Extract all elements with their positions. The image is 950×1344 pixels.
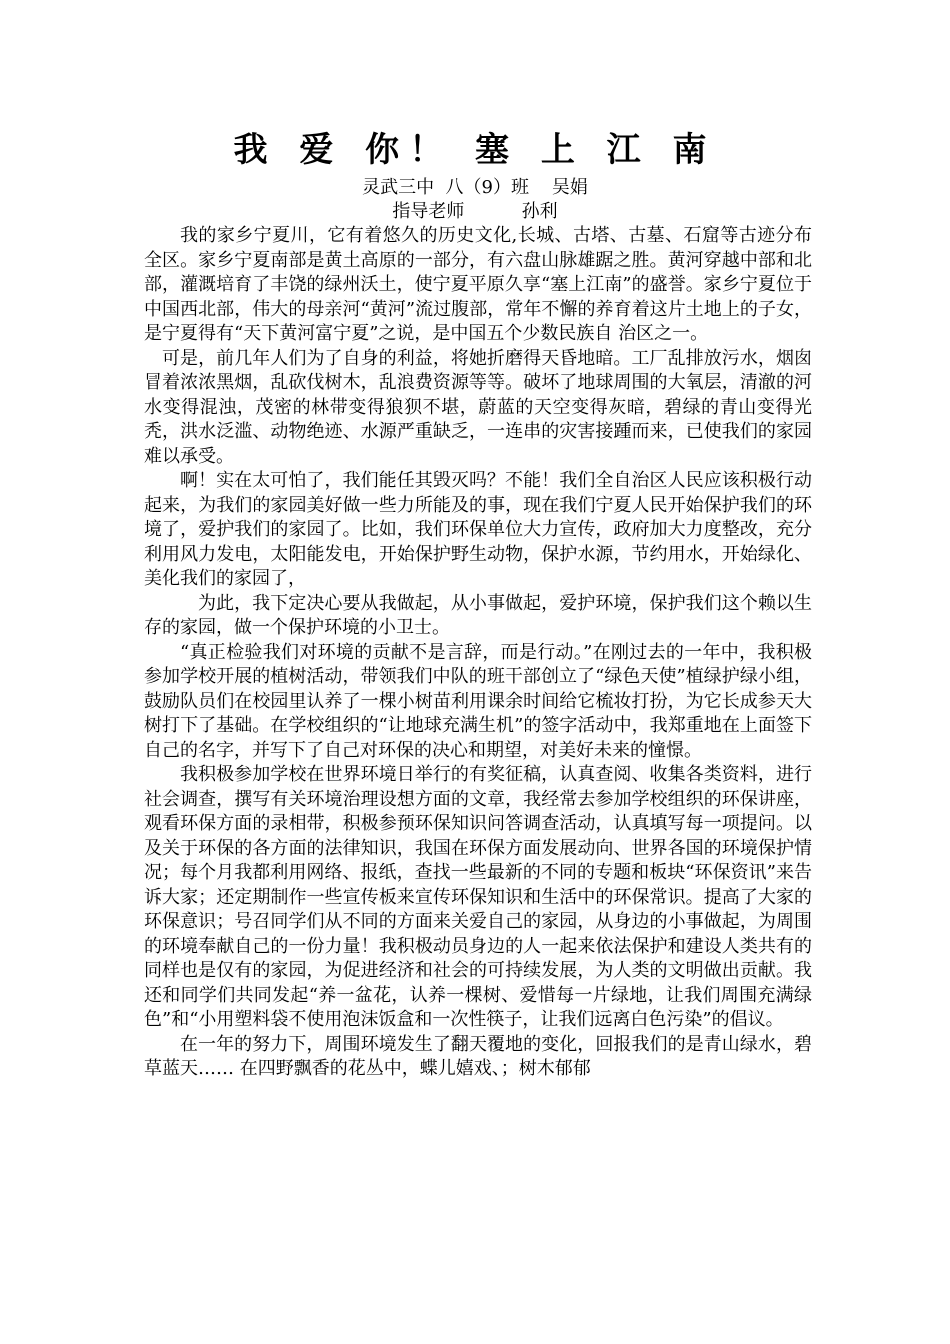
paragraph-6: 我积极参加学校在世界环境日举行的有奖征稿，认真查阅、收集各类资料，进行社会调查，撰写有关环境治理设想方面的文章，我经常去参加学校组织的环保讲座，观看环保方面的录相带，积极参预环保知识问答调查活动，认真填写每一项提问。以及关于环保的各方面的法律知识，我国在环保方面发展动向、世界各国的环境保护情况；每个月我都利用网络、报纸，查找一些最新的不同的专题和板块“环保资讯”来告诉大家；还定期制作一些宣传板来宣传环保知识和生活中的环保常识。提高了大家的环保意识；号召同学们从不同的方面来关爱自己的家园，从身边的小事做起，为周围的环境奉献自己的一份力量！我积极动员身边的人一起来依法保护和建设人类共有的同样也是仅有的家园，为促进经济和社会的可持续发展，为人类的文明做出贡献。我还和同学们共同发起“养一盆花，认养一棵树、爱惜每一片绿地，让我们周围充满绿色”和“小用塑料袋不使用泡沫饭盒和一次性筷子，让我们远离白色污染”的倡议。 xyxy=(144,764,812,1030)
author-school-line: 灵武三中 八（9）班 吴娟 xyxy=(362,177,588,198)
paragraph-4: 为此，我下定决心要从我做起，从小事做起，爱护环境，保护我们这个赖以生存的家园，做一个保护环境的小卫士。 xyxy=(144,592,812,638)
teacher-line: 指导老师 孙利 xyxy=(392,201,558,222)
paragraph-7: 在一年的努力下，周围环境发生了翻天覆地的变化，回报我们的是青山绿水，碧草蓝天…… 在四野飘香的花丛中，蝶儿嬉戏、；树木郁郁 xyxy=(144,1033,812,1079)
paragraph-1: 我的家乡宁夏川，它有着悠久的历史文化,长城、古塔、古墓、石窟等古迹分布全区。家乡宁夏南部是黄土高原的一部分，有六盘山脉雄踞之胜。黄河穿越中部和北部，灌溉培育了丰饶的绿州沃土，使宁夏平原久享“塞上江南”的盛誉。家乡宁夏位于中国西北部，伟大的母亲河“黄河”流过腹部，常年不懈的养育着这片土地上的子女，是宁夏得有“天下黄河富宁夏”之说，是中国五个少数民族自 治区之一。 xyxy=(144,225,812,344)
essay-title: 我 爱 你！ 塞 上 江 南 xyxy=(233,130,717,170)
paragraph-2: 可是，前几年人们为了自身的利益，将她折磨得天昏地暗。工厂乱排放污水，烟囱冒着浓浓黑烟，乱砍伐树木，乱浪费资源等等。破坏了地球周围的大氧层，清澈的河水变得混浊，茂密的林带变得狼狈不堪，蔚蓝的天空变得灰暗，碧绿的青山变得光秃，洪水泛滥、动物绝迹、水源严重缺乏，一连串的灾害接踵而来，已使我们的家园难以承受。 xyxy=(144,347,812,467)
paragraph-5: “真正检验我们对环境的贡献不是言辞，而是行动。”在刚过去的一年中，我积极参加学校开展的植树活动，带领我们中队的班干部创立了“绿色天使”植绿护绿小组，鼓励队员们在校园里认养了一棵小树苗利用课余时间给它梳妆打扮，为它长成参天大树打下了基础。在学校组织的“让地球充满生机”的签字活动中，我郑重地在上面签下自己的名字，并写下了自己对环保的决心和期望，对美好未来的憧憬。 xyxy=(144,641,812,761)
paragraph-3: 啊！实在太可怕了，我们能任其毁灭吗？不能！我们全自治区人民应该积极行动起来，为我们的家园美好做一些力所能及的事，现在我们宁夏人民开始保护我们的环境了，爱护我们的家园了。比如，我们环保单位大力宣传，政府加大力度整改，充分利用风力发电，太阳能发电，开始保护野生动物，保护水源，节约用水，开始绿化、美化我们的家园了， xyxy=(144,470,812,589)
essay-body xyxy=(144,224,812,1082)
